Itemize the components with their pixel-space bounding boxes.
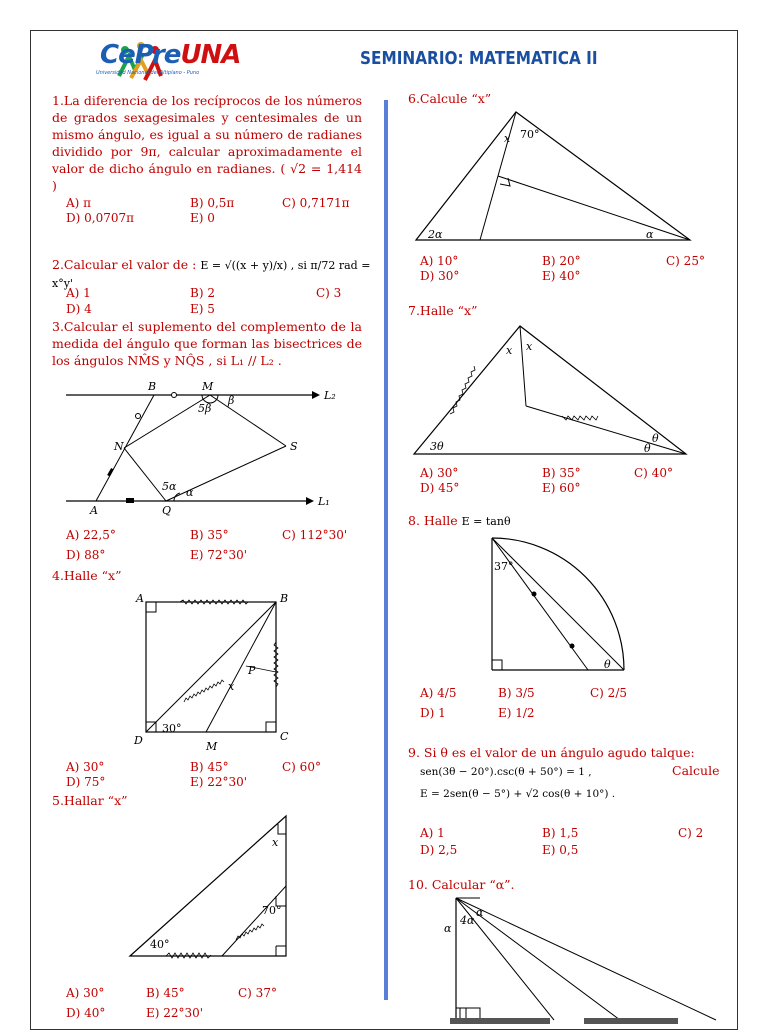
option-c[interactable]: C) 60° [282,760,321,774]
question-6-figure [412,104,702,244]
option-c[interactable]: C) 3 [316,286,342,300]
option-d[interactable]: D) 30° [420,269,460,283]
fig7-label-x2: x [526,340,533,353]
option-d[interactable]: D) 0,0707π [66,211,134,225]
fig3-label-alpha: α [186,486,194,499]
question-9-text: 9. Si θ es el valor de un ángulo agudo talque: [408,745,695,760]
fig10-label-4alpha: 4α [460,914,475,927]
option-b[interactable]: B) 35° [190,528,229,542]
fig3-label-a: A [90,504,98,517]
question-8-figure [488,534,638,674]
option-c[interactable]: C) 40° [634,466,673,480]
option-e[interactable]: E) 60° [542,481,581,495]
fig3-label-l2: L₂ [324,389,336,402]
option-a[interactable]: A) 4/5 [420,686,457,700]
option-a[interactable]: A) 1 [66,286,91,300]
question-2-formula: E = √((x + y)/x) , si π/72 rad = x°y' [52,259,371,290]
question-1-text: 1.La diferencia de los recíprocos de los números de grados sexagesimales y centesimales de un mismo ángulo, es igual a su número de radianes dividido por 9π, calcular aproximadamente el valor de dicho ángulo en radianes. ( √2 = 1,414 ) [52,93,362,193]
option-b[interactable]: B) 35° [542,466,581,480]
fig7-label-x: x [506,344,513,357]
option-a[interactable]: A) π [66,196,92,210]
fig8-label-theta: θ [604,658,611,671]
fig3-label-l1: L₁ [318,495,330,508]
option-b[interactable]: B) 45° [190,760,229,774]
option-a[interactable]: A) 30° [66,760,105,774]
fig4-label-a: A [136,592,144,605]
fig3-label-b: B [148,380,157,393]
option-e[interactable]: E) 72°30' [190,548,248,562]
option-e[interactable]: E) 0 [190,211,215,225]
option-e[interactable]: E) 22°30' [190,775,248,789]
fig4-label-30: 30° [162,722,182,735]
option-d[interactable]: D) 1 [420,706,446,720]
option-b[interactable]: B) 20° [542,254,581,268]
fig3-label-5beta: 5β [198,402,212,415]
option-c[interactable]: C) 112°30' [282,528,348,542]
option-d[interactable]: D) 45° [420,481,460,495]
fig7-label-theta2: θ [644,442,651,455]
fig10-label-alpha2: α [476,906,484,919]
page-title: SEMINARIO: MATEMATICA II [360,48,598,69]
fig4-label-x: x [228,680,235,693]
question-9-calc-label: Calcule [672,763,720,778]
question-5-options [66,986,366,1018]
option-c[interactable]: C) 0,7171π [282,196,350,210]
question-3-options [66,528,366,562]
option-a[interactable]: A) 30° [420,466,459,480]
fig4-label-b: B [280,592,289,605]
option-a[interactable]: A) 22,5° [66,528,116,542]
option-e[interactable]: E) 22°30' [146,1006,204,1020]
option-c[interactable]: C) 37° [238,986,277,1000]
option-a[interactable]: A) 30° [66,986,105,1000]
question-7-options [420,466,720,498]
fig5-label-70: 70° [262,904,282,917]
fig6-label-70: 70° [520,128,540,141]
fig3-label-beta: β [228,394,235,407]
question-8-formula: E = tanθ [461,515,511,528]
option-e[interactable]: E) 1/2 [498,706,535,720]
fig4-label-c: C [280,730,289,743]
fig5-label-x: x [272,836,279,849]
option-d[interactable]: D) 4 [66,302,92,316]
question-6-text: 6.Calcule “x” [408,91,492,106]
question-10-text: 10. Calcular “α”. [408,877,515,892]
question-5-figure [126,810,296,960]
option-b[interactable]: B) 3/5 [498,686,535,700]
fig10-label-alpha: α [444,922,452,935]
option-d[interactable]: D) 75° [66,775,106,789]
column-divider [384,100,388,1000]
question-4-options [66,760,366,792]
option-c[interactable]: C) 2/5 [590,686,627,700]
question-8-text [408,512,511,530]
question-8-label: 8. Halle [408,513,458,528]
fig4-label-d: D [134,734,143,747]
fig6-label-alpha: α [646,228,654,241]
fig6-label-2alpha: 2α [428,228,443,241]
question-2-options [66,286,366,318]
fig7-label-theta: θ [652,432,659,445]
option-a[interactable]: A) 1 [420,826,445,840]
question-10-figure [420,894,720,1024]
question-9-formula-2: E = 2sen(θ − 5°) + √2 cos(θ + 10°) . [420,788,616,800]
fig3-label-s: S [290,440,298,453]
option-e[interactable]: E) 0,5 [542,843,579,857]
fig4-label-m: M [206,740,218,753]
fig4-label-p: P [248,664,256,677]
question-4-figure [134,590,294,753]
fig3-label-n: N [114,440,124,453]
question-2-label: 2.Calcular el valor de : [52,257,197,272]
question-6-options [420,254,720,286]
fig6-label-x: x [504,132,511,145]
logo-subtitle: Universidad Nacional del Altiplano - Puno [96,70,200,76]
question-1-options [66,196,366,230]
option-d[interactable]: D) 2,5 [420,843,458,857]
option-b[interactable]: B) 45° [146,986,185,1000]
option-a[interactable]: A) 10° [420,254,459,268]
question-7-text: 7.Halle “x” [408,303,478,318]
fig3-label-q: Q [162,504,172,517]
question-5-text: 5.Hallar “x” [52,793,128,808]
option-c[interactable]: C) 2 [678,826,704,840]
fig7-label-3theta: 3θ [430,440,444,453]
option-d[interactable]: D) 40° [66,1006,106,1020]
question-9-options [420,826,720,858]
fig3-label-m: M [202,380,214,393]
logo-wordmark: CePreUNA [100,40,241,70]
fig8-label-37: 37° [494,560,514,573]
question-7-figure [410,318,700,458]
option-e[interactable]: E) 40° [542,269,581,283]
option-b[interactable]: B) 2 [190,286,215,300]
option-c[interactable]: C) 25° [666,254,705,268]
option-d[interactable]: D) 88° [66,548,106,562]
question-9-formula-1: sen(3θ − 20°).csc(θ + 50°) = 1 , [420,766,592,778]
option-b[interactable]: B) 1,5 [542,826,579,840]
question-4-text: 4.Halle “x” [52,568,122,583]
option-e[interactable]: E) 5 [190,302,215,316]
question-3-text: 3.Calcular el suplemento del complemento de la medida del ángulo que forman las bisectrices de los ángulos NM̂S y NQ̂S , si L₁ // L₂ . [52,319,362,368]
option-b[interactable]: B) 0,5π [190,196,235,210]
question-8-options [420,686,720,718]
fig3-label-5alpha: 5α [162,480,177,493]
fig5-label-40: 40° [150,938,170,951]
question-3-figure [62,380,362,517]
